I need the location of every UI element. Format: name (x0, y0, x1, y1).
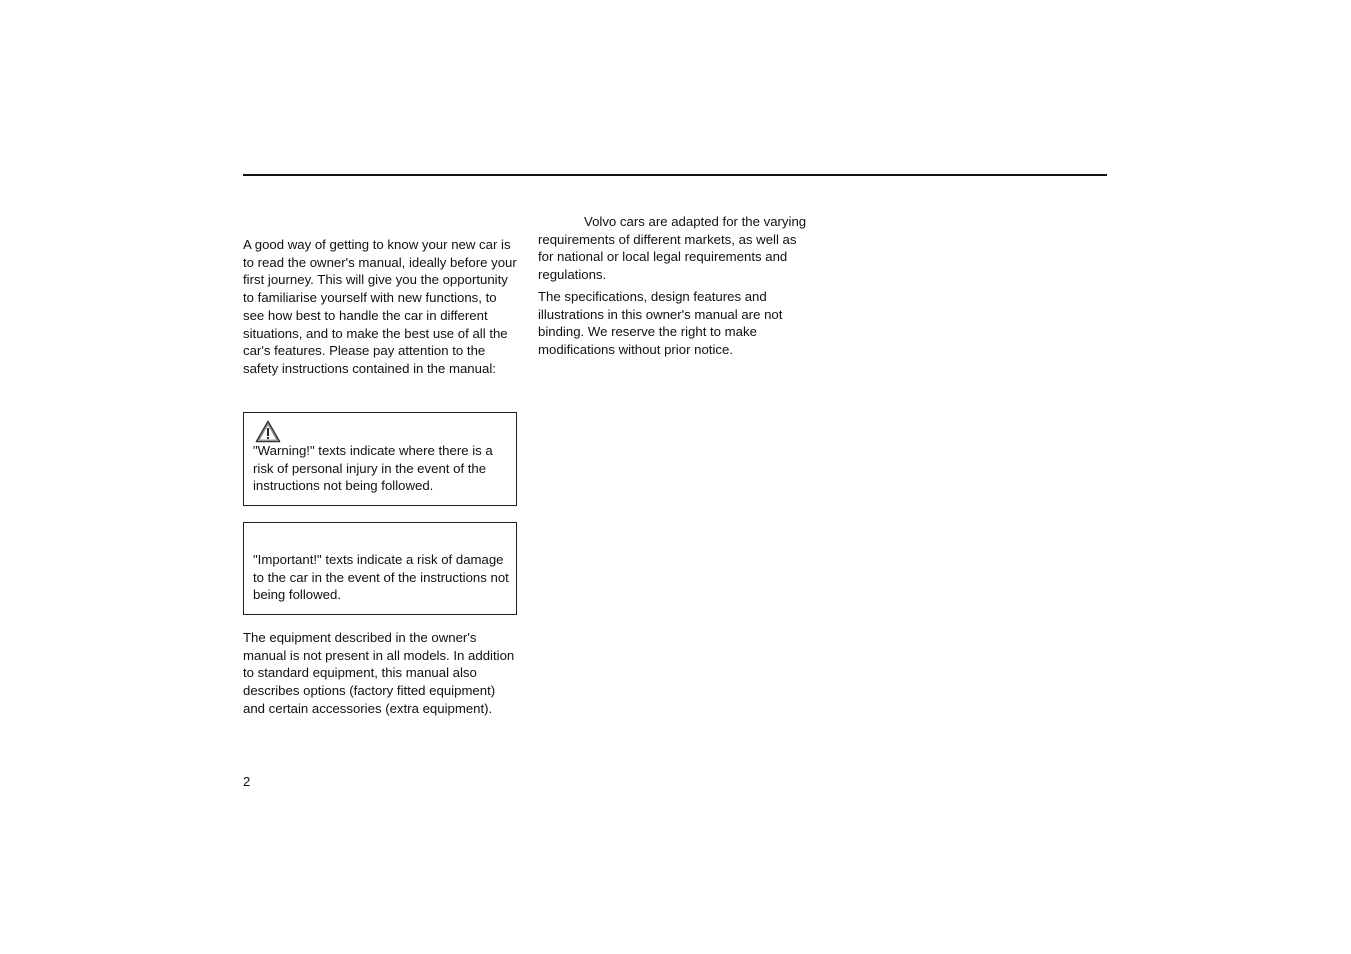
warning-triangle-icon (255, 420, 281, 443)
important-text: "Important!" texts indicate a risk of damage to the car in the event of the instructions not being followed. (253, 552, 509, 603)
specs-paragraph: The specifications, design features and illustrations in this owner's manual are not binding. We reserve the right to make modifications without prior notice. (538, 288, 783, 357)
warning-box (243, 412, 517, 506)
equipment-paragraph: The equipment described in the owner's manual is not present in all models. In addition to standard equipment, this manual also describes options (factory fitted equipment) and certain accessories (extra equipment). (243, 630, 515, 716)
page-number: 2 (243, 774, 251, 789)
important-box (243, 522, 517, 615)
warning-text: "Warning!" texts indicate where there is a risk of personal injury in the event of the instructions not being followed. (253, 443, 493, 494)
volvo-paragraph: Volvo cars are adapted for the varying requirements of different markets, as well as for national or local legal requirements and regulations. (538, 214, 807, 283)
header-rule (243, 174, 1107, 176)
intro-paragraph: A good way of getting to know your new car is to read the owner's manual, ideally before your first journey. This will give you the opportunity to familiarise yourself with new functions, to see how best to handle the car in different situations, and to make the best use of all the car's features. Please pay attention to the safety instructions contained in the manual: (243, 237, 517, 376)
left-column (243, 236, 519, 378)
right-column (538, 213, 814, 359)
